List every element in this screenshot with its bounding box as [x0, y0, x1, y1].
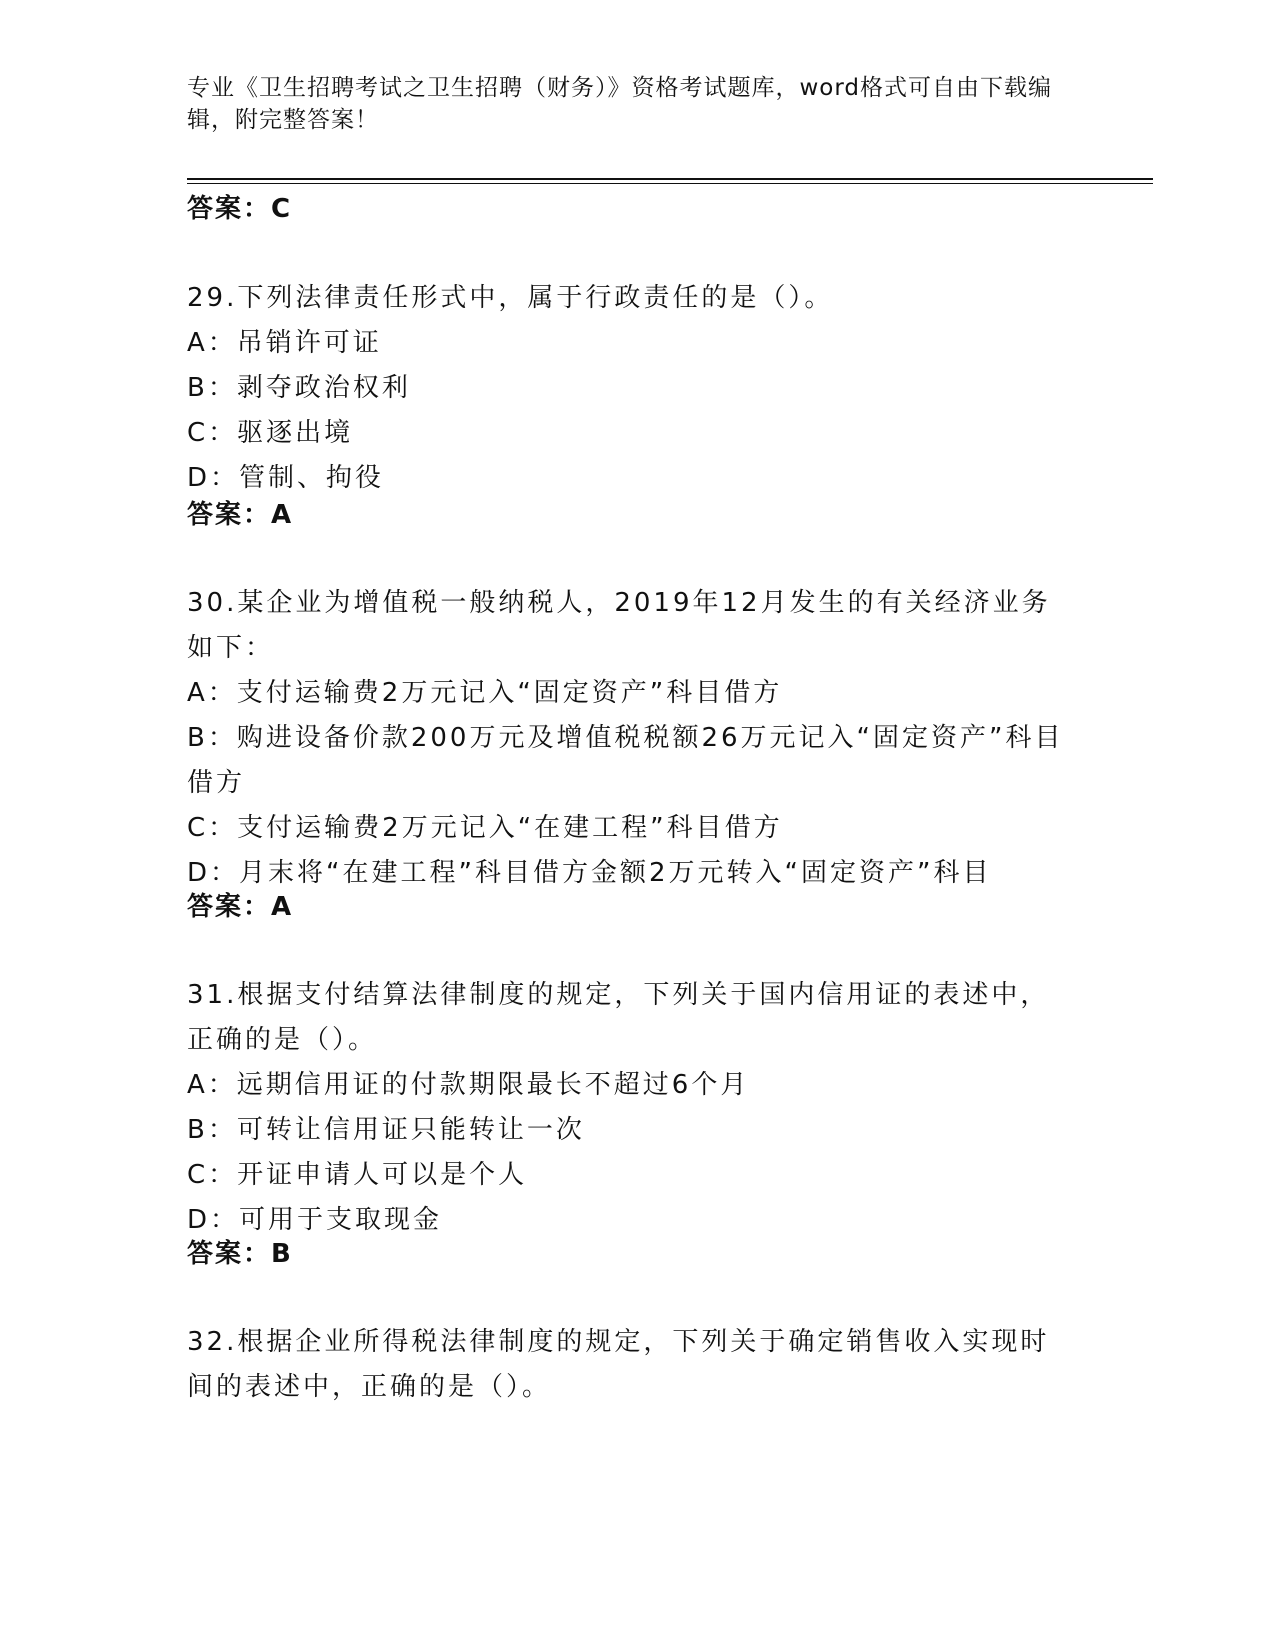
question-stem: 32.根据企业所得税法律制度的规定，下列关于确定销售收入实现时间的表述中，正确的是（）。 — [187, 1327, 1050, 1402]
question-stem: 30.某企业为增值税一般纳税人，2019年12月发生的有关经济业务如下： — [187, 588, 1051, 663]
previous-answer: 答案：C — [187, 194, 293, 224]
option-b: B：剥夺政治权利 — [187, 373, 411, 403]
answer-30: 答案：A — [187, 892, 294, 922]
question-29 — [187, 276, 1067, 501]
option-b: B：购进设备价款200万元及增值税税额26万元记入“固定资产”科目借方 — [187, 723, 1064, 798]
answer-29: 答案：A — [187, 500, 294, 530]
option-c: C：开证申请人可以是个人 — [187, 1160, 528, 1190]
option-d: D：可用于支取现金 — [187, 1205, 443, 1235]
question-stem: 29.下列法律责任形式中，属于行政责任的是（）。 — [187, 283, 834, 313]
option-d: D：月末将“在建工程”科目借方金额2万元转入“固定资产”科目 — [187, 858, 992, 888]
option-c: C：驱逐出境 — [187, 418, 354, 448]
option-c: C：支付运输费2万元记入“在建工程”科目借方 — [187, 813, 783, 843]
question-stem: 31.根据支付结算法律制度的规定，下列关于国内信用证的表述中，正确的是（）。 — [187, 980, 1050, 1055]
answer-31: 答案：B — [187, 1239, 293, 1269]
header-rule-thin — [187, 183, 1153, 184]
question-30 — [187, 581, 1067, 896]
option-d: D：管制、拘役 — [187, 463, 385, 493]
option-a: A：支付运输费2万元记入“固定资产”科目借方 — [187, 678, 783, 708]
option-a: A：远期信用证的付款期限最长不超过6个月 — [187, 1070, 750, 1100]
option-b: B：可转让信用证只能转让一次 — [187, 1115, 585, 1145]
question-31 — [187, 973, 1067, 1243]
document-header: 专业《卫生招聘考试之卫生招聘（财务）》资格考试题库，word格式可自由下载编辑，附完整答案！ — [187, 75, 1053, 133]
header-rule — [187, 178, 1153, 180]
option-a: A：吊销许可证 — [187, 328, 382, 358]
question-32 — [187, 1320, 1067, 1410]
